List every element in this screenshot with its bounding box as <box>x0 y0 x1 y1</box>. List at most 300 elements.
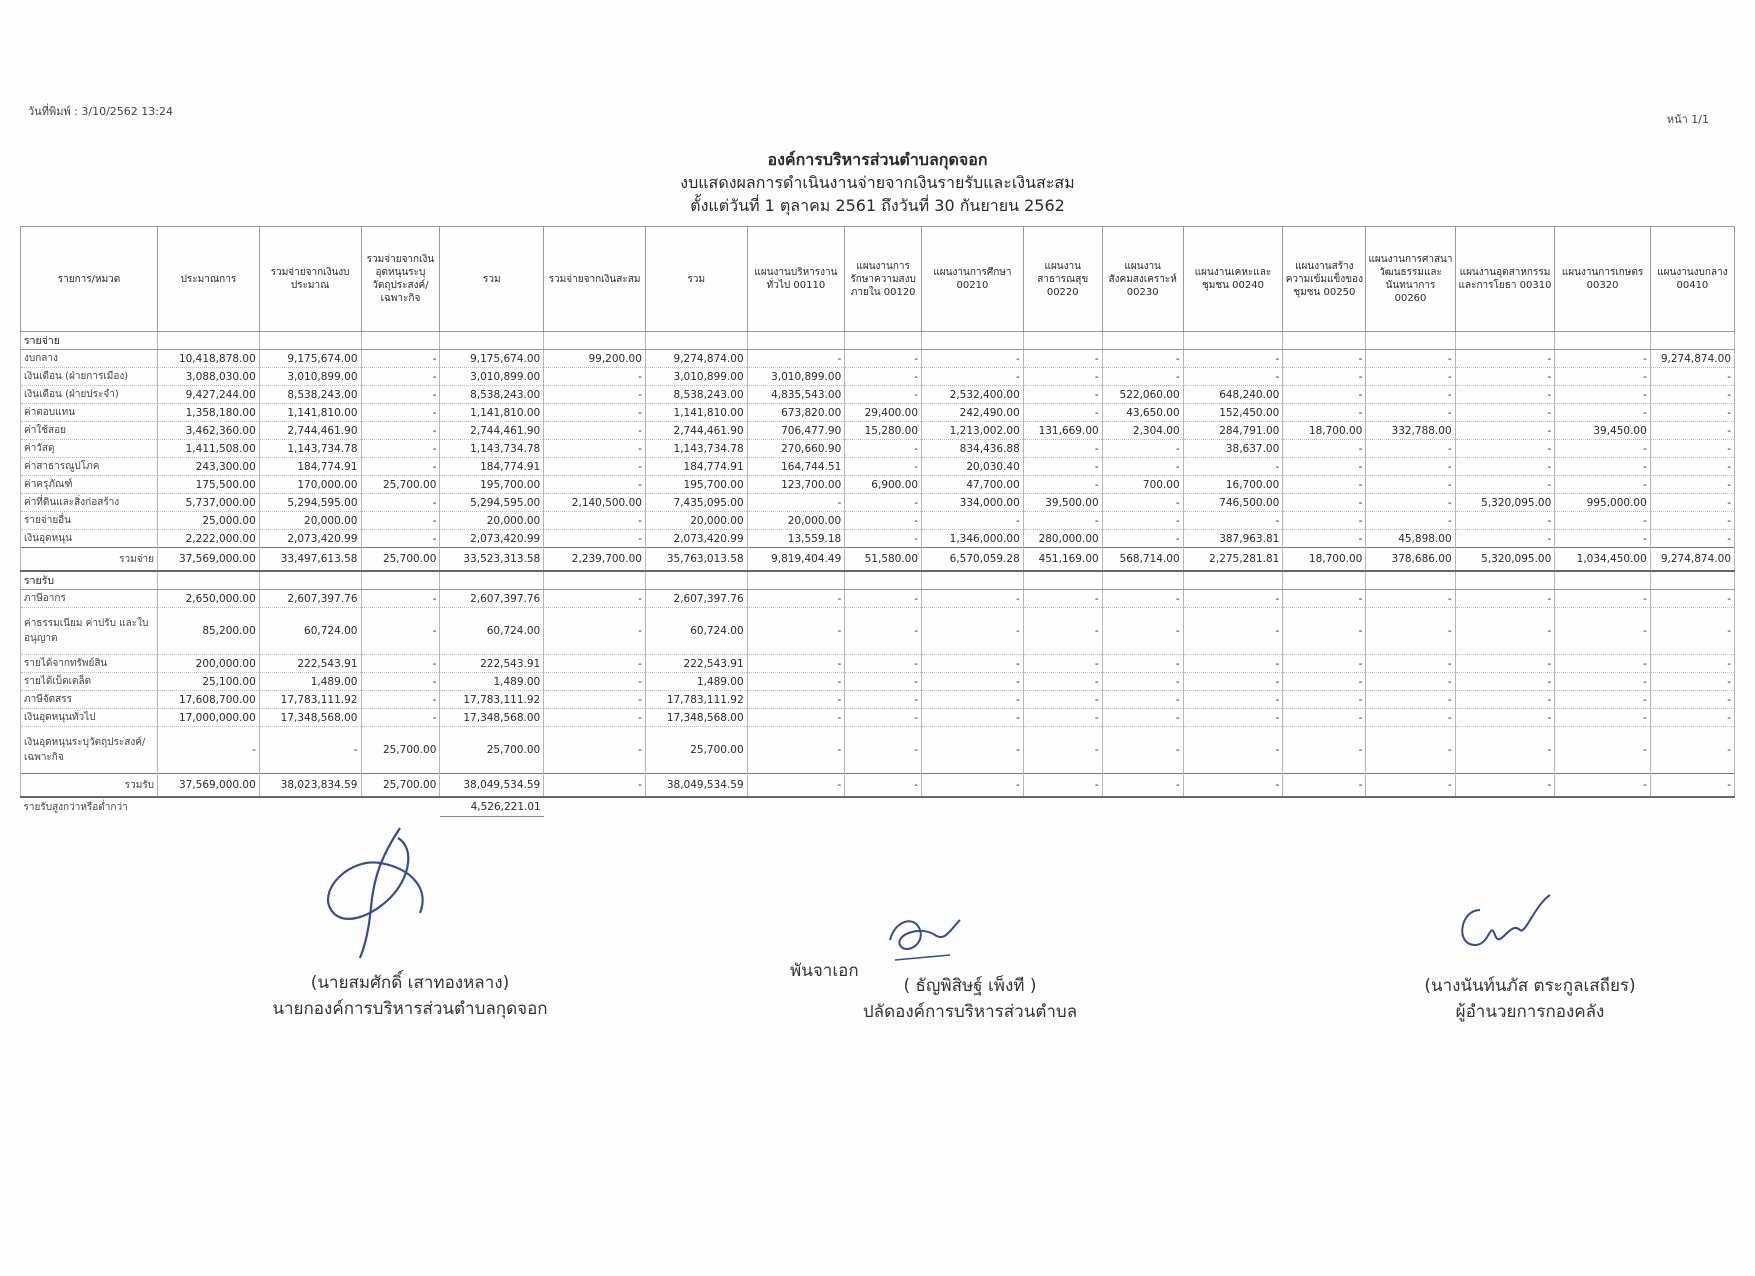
column-header: รวมจ่ายจากเงินอุดหนุนระบุวัตถุประสงค์/เฉพาะกิจ <box>361 227 440 332</box>
table-row <box>21 691 1735 709</box>
table-cell: 17,348,568.00 <box>440 709 544 727</box>
table-cell: - <box>845 530 922 548</box>
table-cell: - <box>1555 774 1651 798</box>
table-cell: 1,411,508.00 <box>158 440 260 458</box>
row-label: รายได้จากทรัพย์สิน <box>21 655 158 673</box>
table-cell: - <box>1102 494 1183 512</box>
table-cell: - <box>1555 440 1651 458</box>
table-cell: - <box>544 404 646 422</box>
table-cell: - <box>1102 691 1183 709</box>
table-cell: - <box>1283 350 1366 368</box>
table-cell: - <box>1555 655 1651 673</box>
table-cell: 3,462,360.00 <box>158 422 260 440</box>
table-cell: 9,427,244.00 <box>158 386 260 404</box>
empty-cell <box>747 571 845 590</box>
table-row <box>21 673 1735 691</box>
table-cell: - <box>544 691 646 709</box>
table-cell: 334,000.00 <box>922 494 1024 512</box>
table-cell: - <box>1366 458 1455 476</box>
table-cell: - <box>544 368 646 386</box>
table-cell: - <box>1102 368 1183 386</box>
table-row <box>21 494 1735 512</box>
table-cell: - <box>158 727 260 774</box>
table-cell: 5,294,595.00 <box>440 494 544 512</box>
table-cell: 451,169.00 <box>1023 548 1102 572</box>
table-cell: - <box>845 386 922 404</box>
table-cell: 17,783,111.92 <box>440 691 544 709</box>
empty-cell <box>1366 332 1455 350</box>
print-date: วันที่พิมพ์ : 3/10/2562 13:24 <box>28 105 173 118</box>
table-cell: - <box>1283 512 1366 530</box>
empty-cell <box>1023 332 1102 350</box>
table-cell: 7,435,095.00 <box>645 494 747 512</box>
table-cell: - <box>1555 350 1651 368</box>
table-cell: - <box>1555 476 1651 494</box>
table-cell: 834,436.88 <box>922 440 1024 458</box>
row-label: ค่าที่ดินและสิ่งก่อสร้าง <box>21 494 158 512</box>
table-cell: - <box>747 494 845 512</box>
table-cell: 25,000.00 <box>158 512 260 530</box>
total-row <box>21 548 1735 572</box>
table-cell: - <box>544 512 646 530</box>
table-cell: 5,320,095.00 <box>1455 548 1555 572</box>
table-cell: 2,744,461.90 <box>259 422 361 440</box>
empty-cell <box>1183 797 1283 817</box>
column-header: แผนงานอุตสาหกรรมและการโยธา 00310 <box>1455 227 1555 332</box>
table-cell: 33,497,613.58 <box>259 548 361 572</box>
table-cell: 184,774.91 <box>645 458 747 476</box>
empty-cell <box>1183 332 1283 350</box>
table-cell: - <box>1283 774 1366 798</box>
empty-cell <box>645 332 747 350</box>
table-cell: - <box>361 350 440 368</box>
table-cell: 9,274,874.00 <box>1650 548 1734 572</box>
empty-cell <box>259 797 361 817</box>
column-header: แผนงานบริหารงานทั่วไป 00110 <box>747 227 845 332</box>
table-cell: 2,744,461.90 <box>645 422 747 440</box>
table-cell: - <box>1455 476 1555 494</box>
empty-cell <box>1650 332 1734 350</box>
table-cell: - <box>747 350 845 368</box>
table-cell: - <box>361 440 440 458</box>
table-cell: - <box>361 673 440 691</box>
table-cell: - <box>1283 530 1366 548</box>
table-cell: - <box>1023 368 1102 386</box>
row-label: รวมรับ <box>21 774 158 798</box>
table-cell: - <box>1102 440 1183 458</box>
empty-cell <box>158 332 260 350</box>
table-cell: 20,000.00 <box>259 512 361 530</box>
table-cell: - <box>1650 727 1734 774</box>
column-header: รวม <box>440 227 544 332</box>
table-cell: 1,489.00 <box>645 673 747 691</box>
empty-cell <box>1283 571 1366 590</box>
table-cell: - <box>1183 590 1283 608</box>
table-row <box>21 727 1735 774</box>
table-cell: 1,213,002.00 <box>922 422 1024 440</box>
report-period: ตั้งแต่วันที่ 1 ตุลาคม 2561 ถึงวันที่ 30 กันยายน 2562 <box>690 196 1065 215</box>
table-cell: - <box>1366 709 1455 727</box>
table-row <box>21 422 1735 440</box>
empty-cell <box>1555 797 1651 817</box>
table-cell: - <box>1183 727 1283 774</box>
table-cell: - <box>1102 608 1183 655</box>
table-cell: - <box>1023 458 1102 476</box>
table-cell: - <box>361 530 440 548</box>
table-cell: - <box>922 512 1024 530</box>
table-cell: - <box>1183 709 1283 727</box>
table-cell: - <box>1102 458 1183 476</box>
table-cell: 6,570,059.28 <box>922 548 1024 572</box>
empty-cell <box>259 571 361 590</box>
signer-name-left: (นายสมศักดิ์ เสาทองหลาง) <box>310 973 510 993</box>
table-cell: - <box>1366 494 1455 512</box>
table-cell: - <box>1283 608 1366 655</box>
row-label: ภาษีจัดสรร <box>21 691 158 709</box>
empty-cell <box>1366 797 1455 817</box>
table-cell: - <box>1555 512 1651 530</box>
table-cell: - <box>1650 440 1734 458</box>
table-cell: - <box>1023 386 1102 404</box>
empty-cell <box>544 571 646 590</box>
section-row <box>21 571 1735 590</box>
table-cell: 175,500.00 <box>158 476 260 494</box>
table-cell: - <box>1283 440 1366 458</box>
column-header: แผนงานการศาสนาวัฒนธรรมและนันทนาการ 00260 <box>1366 227 1455 332</box>
empty-cell <box>1283 797 1366 817</box>
empty-cell <box>1102 332 1183 350</box>
table-cell: 39,500.00 <box>1023 494 1102 512</box>
table-cell: 4,835,543.00 <box>747 386 845 404</box>
empty-cell <box>361 797 440 817</box>
column-header: แผนงานสังคมสงเคราะห์ 00230 <box>1102 227 1183 332</box>
table-cell: 20,000.00 <box>645 512 747 530</box>
table-cell: 39,450.00 <box>1555 422 1651 440</box>
table-cell: - <box>1183 458 1283 476</box>
table-header <box>21 227 1735 332</box>
table-cell: - <box>1366 476 1455 494</box>
table-cell: 25,100.00 <box>158 673 260 691</box>
empty-cell <box>361 332 440 350</box>
table-cell: - <box>1023 476 1102 494</box>
table-cell: 648,240.00 <box>1183 386 1283 404</box>
surplus-value: 4,526,221.01 <box>440 797 544 817</box>
table-cell: 51,580.00 <box>845 548 922 572</box>
empty-cell <box>1650 797 1734 817</box>
table-cell: 284,791.00 <box>1183 422 1283 440</box>
table-cell: - <box>1455 368 1555 386</box>
table-cell: 85,200.00 <box>158 608 260 655</box>
table-cell: 3,088,030.00 <box>158 368 260 386</box>
table-cell: 3,010,899.00 <box>747 368 845 386</box>
table-cell: - <box>1555 608 1651 655</box>
table-cell: 17,348,568.00 <box>645 709 747 727</box>
table-cell: - <box>1102 727 1183 774</box>
table-cell: - <box>1650 458 1734 476</box>
signer-position-middle: ปลัดองค์การบริหารส่วนตำบล <box>862 1002 1078 1022</box>
table-cell: - <box>1650 709 1734 727</box>
table-cell: 17,608,700.00 <box>158 691 260 709</box>
table-cell: - <box>1183 691 1283 709</box>
table-cell: 33,523,313.58 <box>440 548 544 572</box>
table-cell: - <box>1455 404 1555 422</box>
table-cell: - <box>1366 727 1455 774</box>
table-cell: - <box>1023 655 1102 673</box>
table-cell: - <box>1455 590 1555 608</box>
table-cell: - <box>1555 590 1651 608</box>
table-cell: 2,650,000.00 <box>158 590 260 608</box>
table-row <box>21 608 1735 655</box>
table-cell: 20,000.00 <box>747 512 845 530</box>
table-cell: - <box>1455 774 1555 798</box>
table-cell: - <box>1183 512 1283 530</box>
table-cell: - <box>1183 368 1283 386</box>
table-cell: - <box>1366 368 1455 386</box>
table-cell: 242,490.00 <box>922 404 1024 422</box>
table-cell: - <box>1366 386 1455 404</box>
table-cell: 2,607,397.76 <box>259 590 361 608</box>
table-cell: 17,783,111.92 <box>259 691 361 709</box>
table-cell: 387,963.81 <box>1183 530 1283 548</box>
table-cell: 131,669.00 <box>1023 422 1102 440</box>
table-cell: 1,489.00 <box>440 673 544 691</box>
table-cell: 37,569,000.00 <box>158 548 260 572</box>
row-label: ค่าสาธารณูปโภค <box>21 458 158 476</box>
table-cell: 1,141,810.00 <box>259 404 361 422</box>
table-cell: - <box>1455 422 1555 440</box>
table-cell: 17,348,568.00 <box>259 709 361 727</box>
table-cell: - <box>1023 590 1102 608</box>
table-cell: - <box>845 774 922 798</box>
empty-cell <box>845 797 922 817</box>
table-cell: 2,073,420.99 <box>259 530 361 548</box>
column-header: แผนงานสาธารณสุข 00220 <box>1023 227 1102 332</box>
table-row <box>21 476 1735 494</box>
table-cell: - <box>1102 512 1183 530</box>
table-cell: - <box>1023 691 1102 709</box>
table-cell: 25,700.00 <box>361 548 440 572</box>
empty-cell <box>440 332 544 350</box>
table-cell: - <box>845 709 922 727</box>
table-cell: - <box>1283 727 1366 774</box>
table-cell: 20,030.40 <box>922 458 1024 476</box>
table-cell: - <box>1023 512 1102 530</box>
table-cell: - <box>1102 774 1183 798</box>
table-cell: - <box>747 655 845 673</box>
table-cell: - <box>1283 404 1366 422</box>
table-cell: 1,143,734.78 <box>259 440 361 458</box>
table-cell: - <box>544 709 646 727</box>
table-cell: - <box>361 590 440 608</box>
table-cell: - <box>1650 774 1734 798</box>
table-cell: - <box>1023 727 1102 774</box>
signer-name-right: (นางนันท์นภัส ตระกูลเสถียร) <box>1424 976 1636 996</box>
table-cell: - <box>1455 440 1555 458</box>
table-row <box>21 386 1735 404</box>
row-label: เงินอุดหนุนระบุวัตถุประสงค์/เฉพาะกิจ <box>21 727 158 774</box>
table-cell: - <box>1283 691 1366 709</box>
page-number: หน้า 1/1 <box>1666 113 1709 126</box>
signature-left <box>220 970 600 1022</box>
signature-mark-left <box>320 818 470 968</box>
table-cell: - <box>1023 404 1102 422</box>
empty-cell <box>1102 797 1183 817</box>
table-cell: - <box>922 673 1024 691</box>
table-cell: 37,569,000.00 <box>158 774 260 798</box>
table-cell: - <box>922 368 1024 386</box>
table-cell: - <box>1455 655 1555 673</box>
table-cell: - <box>845 655 922 673</box>
table-cell: 38,049,534.59 <box>645 774 747 798</box>
table-cell: - <box>845 440 922 458</box>
table-cell: - <box>1555 727 1651 774</box>
row-label: เงินอุดหนุนทั่วไป <box>21 709 158 727</box>
table-cell: 222,543.91 <box>645 655 747 673</box>
empty-cell <box>1455 797 1555 817</box>
section-label: รายจ่าย <box>21 332 158 350</box>
table-row <box>21 368 1735 386</box>
report-title: งบแสดงผลการดำเนินงานจ่ายจากเงินรายรับและเงินสะสม <box>680 173 1075 192</box>
empty-cell <box>1023 797 1102 817</box>
table-cell: 5,737,000.00 <box>158 494 260 512</box>
table-cell: 18,700.00 <box>1283 548 1366 572</box>
table-cell: 195,700.00 <box>645 476 747 494</box>
table-cell: 6,900.00 <box>845 476 922 494</box>
table-cell: 170,000.00 <box>259 476 361 494</box>
table-cell: - <box>1455 350 1555 368</box>
table-cell: - <box>1102 673 1183 691</box>
table-row <box>21 458 1735 476</box>
table-cell: 25,700.00 <box>645 727 747 774</box>
table-cell: 222,543.91 <box>259 655 361 673</box>
empty-cell <box>1102 571 1183 590</box>
row-label: รายจ่ายอื่น <box>21 512 158 530</box>
table-cell: 45,898.00 <box>1366 530 1455 548</box>
table-cell: 9,175,674.00 <box>440 350 544 368</box>
table-cell: - <box>544 422 646 440</box>
table-cell: 1,143,734.78 <box>645 440 747 458</box>
table-cell: - <box>1650 655 1734 673</box>
table-cell: 8,538,243.00 <box>259 386 361 404</box>
table-cell: - <box>1023 673 1102 691</box>
table-cell: - <box>544 386 646 404</box>
empty-cell <box>747 332 845 350</box>
table-cell: - <box>747 673 845 691</box>
table-cell: - <box>361 458 440 476</box>
table-cell: - <box>1283 655 1366 673</box>
table-cell: - <box>1102 590 1183 608</box>
table-row <box>21 350 1735 368</box>
table-cell: 18,700.00 <box>1283 422 1366 440</box>
table-cell: - <box>1555 386 1651 404</box>
table-cell: 700.00 <box>1102 476 1183 494</box>
empty-cell <box>361 571 440 590</box>
table-cell: - <box>1283 590 1366 608</box>
table-cell: 99,200.00 <box>544 350 646 368</box>
table-cell: 2,073,420.99 <box>440 530 544 548</box>
table-cell: - <box>1455 673 1555 691</box>
table-row <box>21 440 1735 458</box>
table-cell: 2,275,281.81 <box>1183 548 1283 572</box>
signature-middle <box>820 973 1120 1025</box>
table-cell: 200,000.00 <box>158 655 260 673</box>
table-cell: - <box>845 590 922 608</box>
table-cell: 995,000.00 <box>1555 494 1651 512</box>
row-label: ค่าใช้สอย <box>21 422 158 440</box>
table-cell: - <box>747 774 845 798</box>
row-label: ค่าวัสดุ <box>21 440 158 458</box>
empty-cell <box>1183 571 1283 590</box>
table-cell: 15,280.00 <box>845 422 922 440</box>
table-cell: - <box>747 608 845 655</box>
table-cell: - <box>1102 350 1183 368</box>
table-cell: 5,294,595.00 <box>259 494 361 512</box>
table-cell: - <box>1650 476 1734 494</box>
empty-cell <box>1455 571 1555 590</box>
table-cell: 332,788.00 <box>1366 422 1455 440</box>
table-cell: - <box>1283 476 1366 494</box>
empty-cell <box>1366 571 1455 590</box>
table-cell: - <box>1555 709 1651 727</box>
table-cell: - <box>544 530 646 548</box>
table-cell: - <box>1366 440 1455 458</box>
table-cell: 5,320,095.00 <box>1455 494 1555 512</box>
table-cell: - <box>1650 673 1734 691</box>
table-cell: - <box>544 476 646 494</box>
table-cell: 706,477.90 <box>747 422 845 440</box>
table-cell: 1,143,734.78 <box>440 440 544 458</box>
table-cell: - <box>922 727 1024 774</box>
section-label: รายรับ <box>21 571 158 590</box>
signer-position-left: นายกองค์การบริหารส่วนตำบลกุดจอก <box>272 999 548 1019</box>
table-cell: - <box>1283 458 1366 476</box>
table-cell: - <box>845 350 922 368</box>
table-cell: 3,010,899.00 <box>645 368 747 386</box>
table-cell: - <box>1455 512 1555 530</box>
table-cell: 2,073,420.99 <box>645 530 747 548</box>
signer-name-middle: ( ธัญพิสิษฐ์ เพ็งที ) <box>903 976 1037 996</box>
table-cell: 25,700.00 <box>440 727 544 774</box>
table-cell: - <box>922 655 1024 673</box>
table-cell: - <box>845 727 922 774</box>
surplus-row <box>21 797 1735 817</box>
table-cell: - <box>1650 422 1734 440</box>
table-cell: - <box>1023 774 1102 798</box>
table-cell: 568,714.00 <box>1102 548 1183 572</box>
table-cell: - <box>361 422 440 440</box>
table-cell: - <box>845 512 922 530</box>
report-header <box>0 148 1755 217</box>
row-label: ค่าธรรมเนียม ค่าปรับ และใบอนุญาต <box>21 608 158 655</box>
table-cell: 2,304.00 <box>1102 422 1183 440</box>
table-cell: 13,559.18 <box>747 530 845 548</box>
table-cell: - <box>361 368 440 386</box>
table-cell: - <box>1366 404 1455 422</box>
table-cell: 184,774.91 <box>259 458 361 476</box>
table-cell: 38,023,834.59 <box>259 774 361 798</box>
row-label: รวมจ่าย <box>21 548 158 572</box>
table-cell: - <box>361 709 440 727</box>
total-row <box>21 774 1735 798</box>
table-cell: - <box>544 458 646 476</box>
table-cell: - <box>1455 691 1555 709</box>
table-cell: 184,774.91 <box>440 458 544 476</box>
table-cell: - <box>922 590 1024 608</box>
row-label: เงินเดือน (ฝ่ายการเมือง) <box>21 368 158 386</box>
table-cell: - <box>1023 440 1102 458</box>
table-cell: - <box>1366 673 1455 691</box>
table-cell: - <box>845 368 922 386</box>
